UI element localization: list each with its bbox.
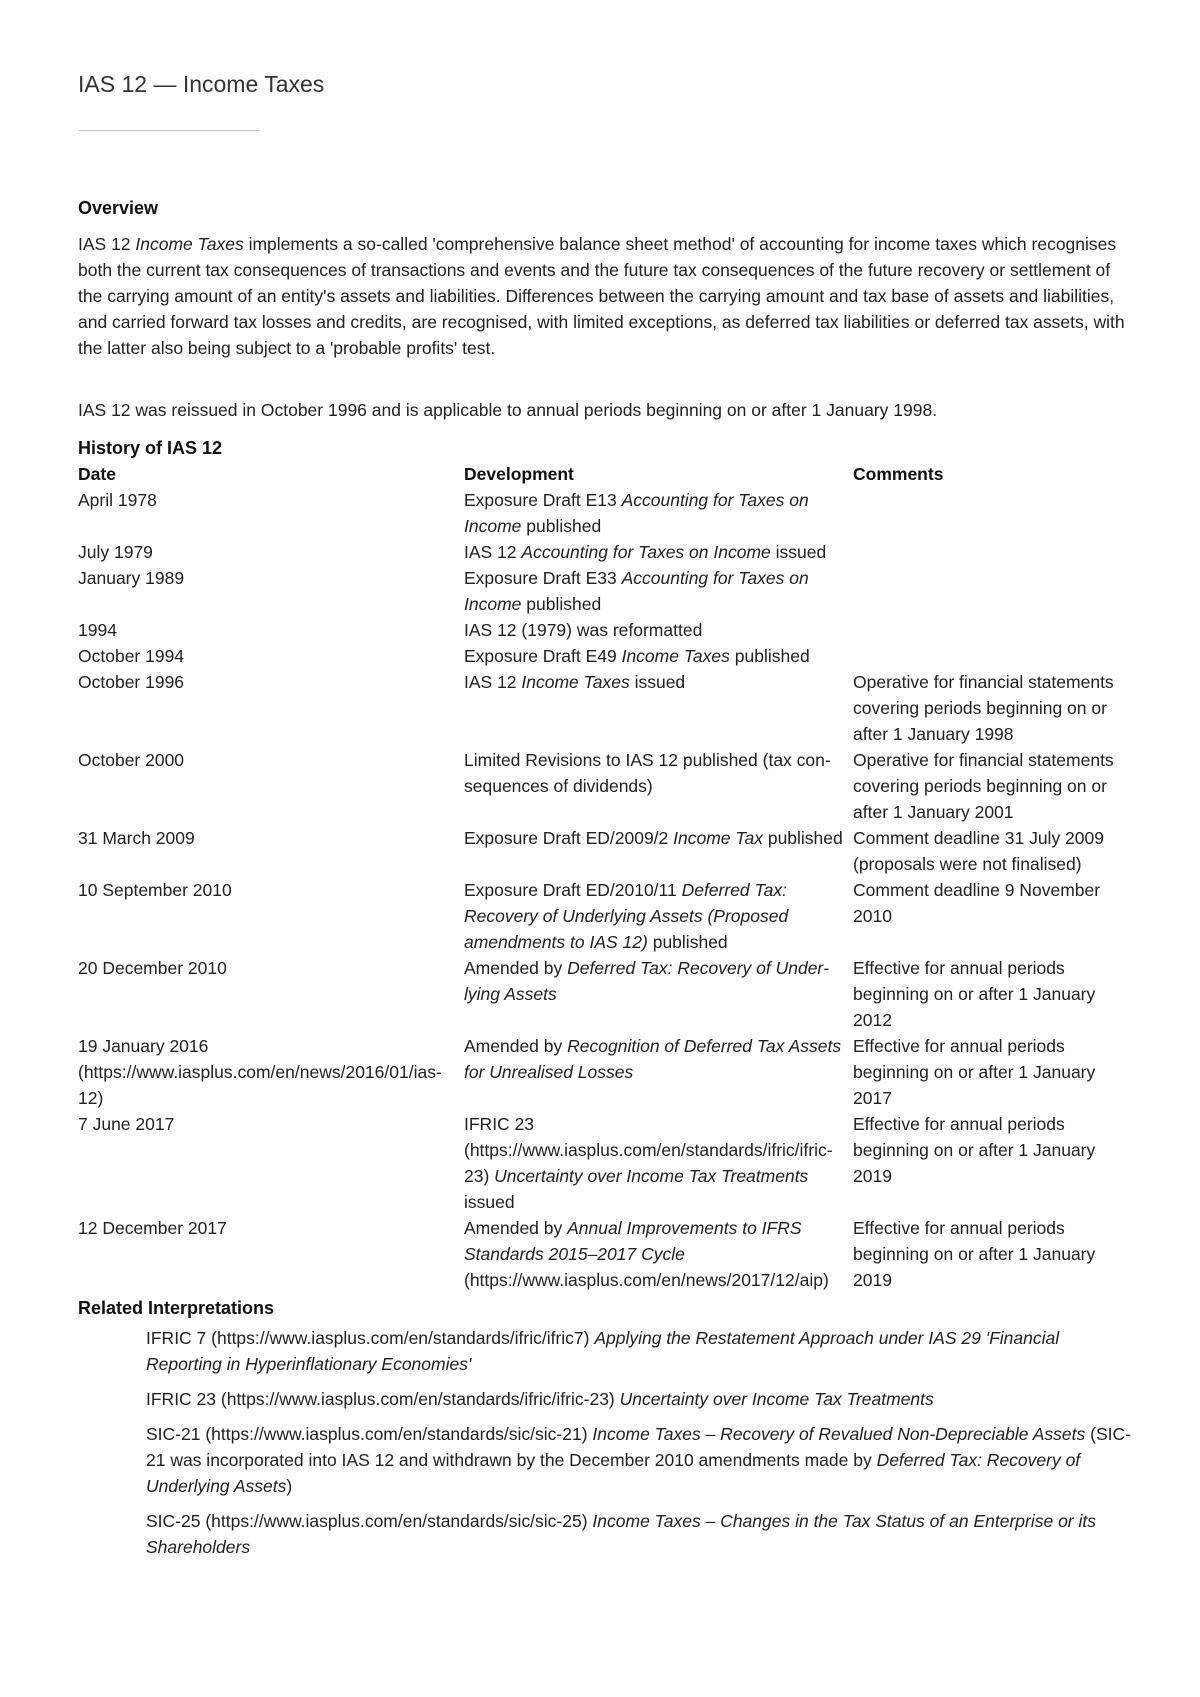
cell-date: January 1989	[78, 568, 185, 588]
text-run: IFRIC 23 (https://www.iasplus.com/en/standards/ifric/ifric-23)	[464, 1114, 833, 1186]
cell-comments: Effective for annual periods beginning on or after 1 January 2017	[853, 1036, 1096, 1108]
italic-title-text: Deferred Tax: Recovery of Underlying Assets (Proposed amendments to IAS 12)	[464, 880, 789, 952]
table-row	[78, 1111, 1138, 1215]
table-row	[78, 825, 1138, 877]
text-run: Amended by	[464, 958, 568, 978]
column-header-date: Date	[78, 464, 116, 484]
italic-title-text: Uncertainty over Income Tax Treatments	[494, 1166, 809, 1186]
italic-title-text: Income Taxes	[521, 672, 630, 692]
column-header-comments: Comments	[853, 464, 944, 484]
interpretations-list	[78, 1325, 1138, 1560]
italic-title-text: Accounting for Taxes on Income	[464, 490, 809, 536]
text-run: )	[286, 1476, 293, 1496]
cell-comments	[853, 643, 1138, 669]
interpretations-heading: Related Interpretations	[78, 1298, 275, 1318]
cell-development	[464, 1033, 853, 1111]
text-run: Amended by	[464, 1218, 568, 1238]
history-table	[78, 461, 1138, 1293]
cell-date: April 1978	[78, 490, 157, 510]
cell-development	[464, 643, 853, 669]
cell-date: October 1994	[78, 646, 185, 666]
table-row	[78, 877, 1138, 955]
cell-date: 20 December 2010	[78, 958, 227, 978]
text-run: published	[647, 932, 728, 952]
table-row	[78, 1033, 1138, 1111]
text-run: issued	[464, 1192, 515, 1212]
cell-comments	[853, 487, 1138, 539]
cell-date: 19 January 2016 (https://www.iasplus.com/en/news/2016/01/ias-12)	[78, 1036, 442, 1108]
cell-development	[464, 1111, 853, 1215]
text-run: IAS 12	[464, 542, 522, 562]
cell-date: 10 September 2010	[78, 880, 232, 900]
cell-date: 12 December 2017	[78, 1218, 227, 1238]
cell-comments	[853, 617, 1138, 643]
text-run: (https://www.iasplus.com/en/news/2017/12/aip)	[464, 1270, 829, 1290]
title-divider	[78, 130, 260, 131]
cell-comments: Effective for annual periods beginning on or after 1 January 2012	[853, 958, 1096, 1030]
list-item	[146, 1421, 1138, 1499]
cell-date: October 1996	[78, 672, 185, 692]
cell-comments: Effective for annual periods beginning on or after 1 January 2019	[853, 1114, 1096, 1186]
italic-title-text: Income Taxes – Recovery of Revalued Non-Depreciable Assets	[592, 1424, 1086, 1444]
table-row	[78, 747, 1138, 825]
text-run: published	[729, 646, 810, 666]
list-item	[146, 1325, 1138, 1377]
text-run: IFRIC 7 (https://www.iasplus.com/en/standards/ifric/ifric7)	[146, 1328, 595, 1348]
table-row	[78, 955, 1138, 1033]
text-run: Amended by	[464, 1036, 568, 1056]
text-run: Exposure Draft E13	[464, 490, 622, 510]
cell-date: 1994	[78, 620, 117, 640]
cell-development	[464, 617, 853, 643]
table-row	[78, 565, 1138, 617]
cell-comments: Operative for financial statements covering periods beginning on or after 1 January 1998	[853, 672, 1114, 744]
text-run: SIC-21 (https://www.iasplus.com/en/standards/sic/sic-21)	[146, 1424, 593, 1444]
table-row	[78, 539, 1138, 565]
cell-development	[464, 565, 853, 617]
cell-comments: Comment deadline 9 November 2010	[853, 880, 1101, 926]
italic-title-text: Income Tax	[673, 828, 763, 848]
cell-comments: Comment deadline 31 July 2009 (proposals were not finalised)	[853, 828, 1104, 874]
table-row	[78, 643, 1138, 669]
cell-development	[464, 877, 853, 955]
text-run: issued	[770, 542, 827, 562]
column-header-development: Development	[464, 464, 574, 484]
overview-paragraph-2: IAS 12 was reissued in October 1996 and is applicable to annual periods beginning on or after 1 January 1998.	[78, 400, 938, 420]
text-run: IAS 12 (1979) was reformatted	[464, 620, 703, 640]
text-run: IAS 12	[464, 672, 522, 692]
text-run: SIC-25 (https://www.iasplus.com/en/standards/sic/sic-25)	[146, 1511, 593, 1531]
overview-p1-text: implements a so-called 'comprehensive balance sheet method' of accounting for income taxes which recognises both the current tax consequences of transactions and events and the future tax consequences of the future recovery or settlement of the carrying amount of an entity's assets and liabilities. Differences between the carrying amount and tax base of assets and liabilities, and carried forward tax losses and credits, are recognised, with limited exceptions, as deferred tax liabilities or deferred tax assets, with the latter also being subject to a 'probable profits' test.	[78, 234, 1125, 358]
italic-title-text: Applying the Restatement Approach under IAS 29 'Financial Reporting in Hyperinflationary Economies'	[146, 1328, 1060, 1374]
text-run: published	[762, 828, 843, 848]
text-run: (SIC-21 was incorporated into IAS 12 and withdrawn by the December 2010 amendments made by	[146, 1424, 1131, 1470]
overview-heading: Overview	[78, 198, 159, 218]
text-run: Limited Revisions to IAS 12 published (tax consequences of dividends)	[464, 750, 831, 796]
italic-title-text: Accounting for Taxes on Income	[464, 568, 809, 614]
text-run: Exposure Draft ED/2010/11	[464, 880, 682, 900]
italic-title-text: Recognition of Deferred Tax Assets for Unrealised Losses	[464, 1036, 842, 1082]
history-heading: History of IAS 12	[78, 438, 223, 458]
cell-development	[464, 825, 853, 877]
list-item	[146, 1508, 1138, 1560]
cell-development	[464, 955, 853, 1033]
italic-title-text: Deferred Tax: Recovery of Underlying Assets	[146, 1450, 1081, 1496]
text-run: published	[521, 594, 602, 614]
document-page	[78, 68, 1138, 1569]
text-run: IFRIC 23 (https://www.iasplus.com/en/standards/ifric/ifric-23)	[146, 1389, 620, 1409]
italic-title-text: Annual Improvements to IFRS Standards 2015–2017 Cycle	[464, 1218, 802, 1264]
cell-development	[464, 539, 853, 565]
cell-date: 31 March 2009	[78, 828, 195, 848]
text-run: Exposure Draft E33	[464, 568, 622, 588]
text-run: Exposure Draft E49	[464, 646, 622, 666]
italic-title-text: Deferred Tax: Recovery of Underlying Assets	[464, 958, 830, 1004]
cell-development	[464, 747, 853, 825]
text-run: published	[521, 516, 602, 536]
overview-paragraph-1	[78, 231, 1138, 361]
table-row	[78, 487, 1138, 539]
cell-comments: Operative for financial statements covering periods beginning on or after 1 January 2001	[853, 750, 1114, 822]
italic-title-text: Income Taxes	[621, 646, 730, 666]
overview-p1-prefix: IAS 12	[78, 234, 136, 254]
cell-development	[464, 1215, 853, 1293]
italic-title-text: Uncertainty over Income Tax Treatments	[619, 1389, 934, 1409]
cell-development	[464, 487, 853, 539]
history-table-body	[78, 487, 1138, 1293]
italic-title-text: Income Taxes – Changes in the Tax Status of an Enterprise or its Shareholders	[146, 1511, 1096, 1557]
overview-p1-italic: Income Taxes	[135, 234, 244, 254]
list-item	[146, 1386, 1138, 1412]
cell-date: July 1979	[78, 542, 153, 562]
history-header-row	[78, 461, 1138, 487]
cell-comments: Effective for annual periods beginning on or after 1 January 2019	[853, 1218, 1096, 1290]
cell-comments	[853, 565, 1138, 617]
table-row	[78, 669, 1138, 747]
page-title: IAS 12 — Income Taxes	[78, 71, 325, 97]
cell-development	[464, 669, 853, 747]
text-run: Exposure Draft ED/2009/2	[464, 828, 674, 848]
cell-comments	[853, 539, 1138, 565]
table-row	[78, 617, 1138, 643]
italic-title-text: Accounting for Taxes on Income	[521, 542, 771, 562]
cell-date: October 2000	[78, 750, 185, 770]
cell-date: 7 June 2017	[78, 1114, 175, 1134]
text-run: issued	[629, 672, 686, 692]
table-row	[78, 1215, 1138, 1293]
